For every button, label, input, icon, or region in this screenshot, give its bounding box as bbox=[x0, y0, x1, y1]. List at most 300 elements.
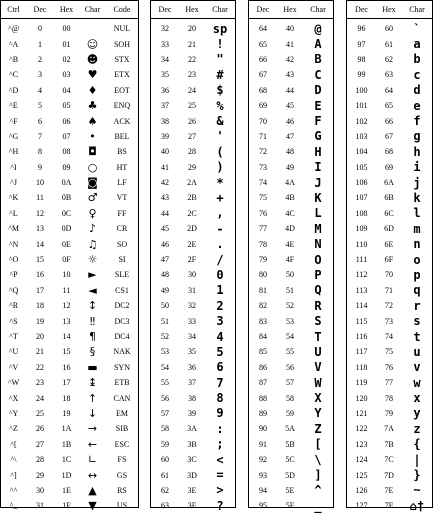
char-cell: C bbox=[314, 67, 322, 82]
dec-header: Dec bbox=[347, 1, 376, 19]
table-row bbox=[249, 344, 333, 359]
table-row bbox=[249, 329, 333, 344]
table-row bbox=[347, 52, 432, 67]
table-row bbox=[249, 252, 333, 267]
dec-cell: 11 bbox=[36, 193, 44, 203]
dec-cell: 125 bbox=[355, 470, 368, 480]
table-row bbox=[249, 267, 333, 282]
hex-cell: 10 bbox=[62, 270, 71, 280]
hex-cell: 7A bbox=[384, 424, 394, 434]
table-row bbox=[151, 160, 235, 175]
ctrl-cell: ^O bbox=[8, 255, 19, 265]
table-row bbox=[249, 160, 333, 175]
table-row bbox=[151, 113, 235, 128]
char-cell: ¶ bbox=[89, 330, 96, 343]
char-cell: ( bbox=[216, 144, 224, 159]
char-cell: ← bbox=[87, 437, 98, 451]
hex-cell: 4D bbox=[285, 224, 295, 234]
table-row bbox=[1, 206, 138, 221]
code-cell: SLE bbox=[114, 270, 130, 280]
dec-cell: 103 bbox=[355, 131, 368, 141]
table-row bbox=[249, 467, 333, 482]
dec-cell: 48 bbox=[161, 270, 169, 280]
table-row bbox=[249, 206, 333, 221]
ctrl-cell: ^R bbox=[8, 301, 19, 311]
dec-cell: 74 bbox=[259, 178, 267, 188]
code-cell: STX bbox=[114, 54, 130, 64]
hex-cell: 15 bbox=[62, 347, 71, 357]
dec-cell: 47 bbox=[161, 255, 169, 265]
table-row bbox=[347, 252, 432, 267]
char-cell: ` bbox=[413, 21, 421, 36]
table-row bbox=[1, 98, 138, 113]
lowercase-rows bbox=[347, 19, 432, 514]
dec-cell: 36 bbox=[161, 85, 169, 95]
hex-cell: 27 bbox=[188, 131, 196, 141]
hex-cell: 07 bbox=[62, 131, 71, 141]
table-row bbox=[249, 236, 333, 251]
char-cell: ↓ bbox=[87, 406, 98, 420]
table-row bbox=[249, 221, 333, 236]
hex-cell: 21 bbox=[188, 39, 196, 49]
table-row bbox=[1, 113, 138, 128]
table-row bbox=[1, 329, 138, 344]
table-row bbox=[1, 36, 138, 51]
hex-header: Hex bbox=[277, 1, 303, 19]
dec-cell: 9 bbox=[38, 162, 42, 172]
char-cell: ‼ bbox=[89, 314, 96, 328]
table-row bbox=[347, 160, 432, 175]
char-cell: ♀ bbox=[88, 206, 97, 220]
char-cell: c bbox=[413, 67, 421, 82]
table-row bbox=[151, 437, 235, 452]
table-row bbox=[1, 144, 138, 159]
hex-cell: 6F bbox=[384, 255, 394, 265]
dec-cell: 122 bbox=[355, 424, 368, 434]
ctrl-cell: ^Z bbox=[9, 424, 18, 434]
hex-cell: 11 bbox=[62, 285, 71, 295]
char-cell: * bbox=[216, 175, 224, 190]
code-cell: ENQ bbox=[113, 101, 131, 111]
code-header: Code bbox=[106, 1, 138, 19]
code-cell: EM bbox=[116, 408, 128, 418]
char-cell: H bbox=[314, 144, 322, 159]
dec-cell: 83 bbox=[259, 316, 267, 326]
char-cell: . bbox=[216, 237, 224, 252]
char-cell: x bbox=[413, 391, 421, 406]
table-row bbox=[1, 421, 138, 436]
char-cell: ♂ bbox=[87, 191, 98, 205]
dec-cell: 59 bbox=[161, 439, 169, 449]
dec-cell: 115 bbox=[355, 316, 368, 326]
char-header: Char bbox=[205, 1, 235, 19]
code-cell: NUL bbox=[113, 24, 131, 34]
table-row bbox=[347, 190, 432, 205]
ctrl-cell: ^Q bbox=[8, 285, 19, 295]
hex-cell: 73 bbox=[385, 316, 393, 326]
punctuation-digits-rows bbox=[151, 19, 235, 514]
lowercase-table bbox=[347, 1, 432, 514]
table-row bbox=[249, 190, 333, 205]
table-row bbox=[347, 406, 432, 421]
dec-cell: 55 bbox=[161, 378, 169, 388]
dec-cell: 8 bbox=[38, 147, 42, 157]
char-cell: ' bbox=[216, 129, 224, 144]
hex-cell: 53 bbox=[286, 316, 294, 326]
dec-cell: 79 bbox=[259, 255, 267, 265]
table-row bbox=[1, 483, 138, 498]
hex-cell: 7E bbox=[384, 485, 394, 495]
punctuation-digits-table bbox=[151, 1, 235, 514]
char-cell: y bbox=[413, 406, 421, 421]
char-cell: ∟ bbox=[87, 453, 98, 467]
char-cell: J bbox=[314, 175, 322, 190]
hex-cell: 78 bbox=[385, 393, 393, 403]
ctrl-cell: ^_ bbox=[9, 501, 18, 511]
table-row bbox=[1, 67, 138, 82]
char-cell: ► bbox=[88, 268, 97, 282]
table-row bbox=[151, 313, 235, 328]
ctrl-cell: ^@ bbox=[7, 24, 20, 34]
char-cell: > bbox=[216, 483, 224, 498]
hex-cell: 52 bbox=[286, 301, 294, 311]
char-cell: • bbox=[89, 129, 96, 143]
hex-cell: 25 bbox=[188, 101, 196, 111]
hex-cell: 18 bbox=[62, 393, 71, 403]
hex-cell: 6D bbox=[384, 224, 394, 234]
char-cell: n bbox=[413, 237, 421, 252]
char-cell: § bbox=[89, 345, 96, 359]
char-cell: ; bbox=[216, 437, 224, 452]
table-row bbox=[249, 421, 333, 436]
char-cell: p bbox=[413, 267, 421, 282]
hex-cell: 2A bbox=[187, 178, 197, 188]
hex-cell: 33 bbox=[188, 316, 196, 326]
hex-cell: 5B bbox=[285, 439, 295, 449]
dec-cell: 56 bbox=[161, 393, 169, 403]
table-row bbox=[347, 19, 432, 37]
char-cell: { bbox=[413, 437, 421, 452]
char-cell: e bbox=[413, 98, 421, 113]
table-row bbox=[1, 19, 138, 37]
hex-cell: 0D bbox=[61, 224, 72, 234]
hex-cell: 06 bbox=[62, 116, 71, 126]
table-row bbox=[151, 483, 235, 498]
table-row bbox=[1, 160, 138, 175]
dec-cell: 101 bbox=[355, 101, 368, 111]
char-cell: ♠ bbox=[87, 114, 98, 128]
hex-cell: 19 bbox=[62, 408, 71, 418]
ctrl-cell: ^B bbox=[8, 54, 19, 64]
hex-cell: 59 bbox=[286, 408, 294, 418]
table-row bbox=[249, 19, 333, 37]
dec-cell: 44 bbox=[161, 208, 169, 218]
dec-cell: 76 bbox=[259, 208, 267, 218]
dec-cell: 40 bbox=[161, 147, 169, 157]
char-cell: u bbox=[413, 344, 421, 359]
char-cell: X bbox=[314, 391, 322, 406]
hex-cell: 05 bbox=[62, 101, 71, 111]
dec-cell: 104 bbox=[355, 147, 368, 157]
dec-cell: 34 bbox=[161, 54, 169, 64]
char-cell: Z bbox=[314, 421, 322, 436]
hex-cell: 71 bbox=[385, 285, 393, 295]
char-cell: ♪ bbox=[88, 222, 97, 236]
hex-cell: 75 bbox=[385, 347, 393, 357]
table-row bbox=[1, 129, 138, 144]
table-row bbox=[347, 437, 432, 452]
char-cell: ♥ bbox=[87, 68, 98, 82]
code-cell: BS bbox=[117, 147, 127, 157]
dec-cell: 2 bbox=[38, 54, 42, 64]
code-cell: EOT bbox=[114, 85, 130, 95]
table-row bbox=[347, 498, 432, 513]
hex-cell: 79 bbox=[385, 408, 393, 418]
hex-header: Hex bbox=[179, 1, 205, 19]
table-row bbox=[249, 498, 333, 513]
char-cell: b bbox=[413, 52, 421, 67]
code-cell: CAN bbox=[113, 393, 131, 403]
char-cell: k bbox=[413, 190, 421, 205]
table-row bbox=[151, 129, 235, 144]
table-row bbox=[1, 221, 138, 236]
table-row bbox=[347, 206, 432, 221]
dec-cell: 42 bbox=[161, 178, 169, 188]
hex-cell: 1B bbox=[61, 439, 72, 449]
char-cell: B bbox=[314, 52, 322, 67]
table-row bbox=[347, 113, 432, 128]
char-cell: " bbox=[216, 52, 224, 67]
char-cell: @ bbox=[314, 21, 322, 36]
hex-cell: 72 bbox=[385, 301, 393, 311]
hex-cell: 1C bbox=[61, 455, 72, 465]
hex-cell: 68 bbox=[385, 147, 393, 157]
table-row bbox=[249, 113, 333, 128]
hex-cell: 5C bbox=[285, 455, 295, 465]
hex-cell: 49 bbox=[286, 162, 294, 172]
dec-cell: 37 bbox=[161, 101, 169, 111]
char-cell: 1 bbox=[216, 283, 224, 298]
hex-cell: 0A bbox=[61, 178, 72, 188]
table-row bbox=[249, 390, 333, 405]
hex-cell: 5E bbox=[285, 485, 295, 495]
hex-cell: 7C bbox=[384, 455, 394, 465]
dec-cell: 39 bbox=[161, 131, 169, 141]
hex-cell: 1E bbox=[62, 485, 71, 495]
table-row bbox=[347, 175, 432, 190]
dec-cell: 30 bbox=[36, 485, 44, 495]
char-cell: a bbox=[413, 37, 421, 52]
dec-cell: 84 bbox=[259, 332, 267, 341]
table-row bbox=[151, 67, 235, 82]
dec-cell: 17 bbox=[36, 285, 44, 295]
dec-cell: 27 bbox=[36, 439, 44, 449]
hex-cell: 5A bbox=[285, 424, 295, 434]
dec-cell: 96 bbox=[357, 24, 366, 34]
char-cell: q bbox=[413, 283, 421, 298]
dec-cell: 75 bbox=[259, 193, 267, 203]
ctrl-cell: ^M bbox=[8, 224, 19, 234]
dec-cell: 32 bbox=[161, 24, 169, 34]
char-cell bbox=[79, 19, 106, 37]
hex-cell: 7B bbox=[384, 439, 394, 449]
char-cell: : bbox=[216, 421, 224, 436]
table-row bbox=[347, 83, 432, 98]
dec-cell: 69 bbox=[259, 101, 267, 111]
hex-cell: 23 bbox=[188, 70, 196, 80]
table-row bbox=[347, 421, 432, 436]
char-cell: z bbox=[413, 421, 421, 436]
char-cell: l bbox=[413, 206, 421, 221]
dec-cell: 92 bbox=[259, 455, 267, 465]
hex-cell: 58 bbox=[286, 393, 294, 403]
uppercase-table bbox=[249, 1, 333, 514]
code-cell: ETX bbox=[114, 70, 130, 80]
dec-cell: 94 bbox=[259, 485, 267, 495]
table-row bbox=[347, 283, 432, 298]
hex-cell: 4C bbox=[285, 208, 295, 218]
char-cell: + bbox=[216, 190, 224, 205]
char-cell: ↨ bbox=[87, 376, 98, 390]
char-cell: ◄ bbox=[88, 283, 97, 297]
hex-cell: 77 bbox=[385, 378, 393, 388]
ctrl-cell: ^C bbox=[8, 70, 19, 80]
dec-cell: 86 bbox=[259, 362, 267, 372]
ctrl-cell: ^A bbox=[8, 39, 19, 49]
table-row bbox=[1, 360, 138, 375]
control-codes-table bbox=[1, 1, 138, 514]
table-row bbox=[151, 406, 235, 421]
table-row bbox=[249, 36, 333, 51]
hex-cell: 6C bbox=[384, 208, 394, 218]
table-row bbox=[151, 52, 235, 67]
hex-cell: 45 bbox=[286, 101, 294, 111]
table-row bbox=[1, 298, 138, 313]
table-row bbox=[249, 360, 333, 375]
ctrl-cell: ^[ bbox=[10, 439, 17, 449]
code-cell: ETB bbox=[114, 378, 130, 388]
table-row bbox=[151, 298, 235, 313]
dec-cell: 7 bbox=[38, 131, 42, 141]
table-row bbox=[249, 437, 333, 452]
char-cell: 9 bbox=[216, 406, 224, 421]
code-cell: VT bbox=[116, 193, 128, 203]
dec-cell: 91 bbox=[259, 439, 267, 449]
table-row bbox=[249, 313, 333, 328]
char-cell: _ bbox=[314, 498, 322, 513]
char-cell: ↕ bbox=[87, 299, 98, 313]
char-cell: E bbox=[314, 98, 322, 113]
char-cell: 3 bbox=[216, 314, 224, 329]
table-row bbox=[347, 329, 432, 344]
table-row bbox=[1, 344, 138, 359]
ctrl-cell: ^T bbox=[9, 332, 18, 341]
char-cell: → bbox=[87, 422, 98, 436]
hex-cell: 44 bbox=[286, 85, 294, 95]
dec-cell: 81 bbox=[259, 285, 267, 295]
table-row bbox=[1, 313, 138, 328]
ctrl-header: Ctrl bbox=[1, 1, 26, 19]
ctrl-cell: ^S bbox=[9, 316, 18, 326]
char-cell: S bbox=[314, 314, 322, 329]
char-cell: v bbox=[413, 360, 421, 375]
table-row bbox=[347, 483, 432, 498]
hex-cell: 0B bbox=[61, 193, 72, 203]
header-row bbox=[347, 1, 432, 19]
table-row bbox=[249, 298, 333, 313]
hex-cell: 2F bbox=[187, 255, 197, 265]
char-cell: 6 bbox=[216, 360, 224, 375]
hex-cell: 34 bbox=[188, 332, 196, 341]
table-row bbox=[347, 36, 432, 51]
hex-cell: 56 bbox=[286, 362, 294, 372]
hex-cell: 60 bbox=[385, 24, 393, 34]
hex-cell: 0F bbox=[62, 255, 71, 265]
hex-cell: 16 bbox=[62, 362, 71, 372]
table-row bbox=[151, 175, 235, 190]
dec-cell: 73 bbox=[259, 162, 267, 172]
table-row bbox=[249, 83, 333, 98]
dec-cell: 4 bbox=[38, 85, 42, 95]
table-row bbox=[1, 498, 138, 513]
char-cell: 8 bbox=[216, 391, 224, 406]
dec-cell: 14 bbox=[36, 239, 44, 249]
table-row bbox=[347, 144, 432, 159]
hex-cell: 4F bbox=[285, 255, 295, 265]
dec-cell: 20 bbox=[36, 332, 44, 341]
table-row bbox=[1, 83, 138, 98]
code-cell: DC3 bbox=[114, 316, 130, 326]
hex-header: Hex bbox=[54, 1, 79, 19]
char-cell: g bbox=[413, 129, 421, 144]
ctrl-cell: ^I bbox=[10, 162, 17, 172]
dec-cell: 19 bbox=[36, 316, 44, 326]
hex-cell: 6A bbox=[384, 178, 394, 188]
hex-cell: 20 bbox=[188, 24, 196, 34]
hex-cell: 2E bbox=[187, 239, 197, 249]
char-cell: ⌂† bbox=[409, 498, 425, 513]
dec-cell: 35 bbox=[161, 70, 169, 80]
table-row bbox=[347, 98, 432, 113]
code-cell: ESC bbox=[114, 439, 130, 449]
dec-cell: 38 bbox=[161, 116, 169, 126]
hex-cell: 1D bbox=[61, 470, 72, 480]
hex-cell: 3E bbox=[187, 485, 197, 495]
table-row bbox=[1, 452, 138, 467]
table-row bbox=[347, 236, 432, 251]
dec-cell: 71 bbox=[259, 131, 267, 141]
ctrl-cell: ^H bbox=[8, 147, 19, 157]
code-cell: ACK bbox=[113, 116, 131, 126]
dec-cell: 45 bbox=[161, 224, 169, 234]
char-header: Char bbox=[303, 1, 333, 19]
dec-cell: 98 bbox=[357, 54, 366, 64]
table-row bbox=[1, 467, 138, 482]
char-cell: ) bbox=[216, 160, 224, 175]
hex-cell: 5F bbox=[285, 501, 295, 511]
hex-cell: 70 bbox=[385, 270, 393, 280]
code-cell: SO bbox=[116, 239, 128, 249]
hex-cell: 00 bbox=[62, 24, 71, 34]
table-row bbox=[151, 236, 235, 251]
char-cell: ▬ bbox=[87, 360, 98, 374]
dec-cell: 31 bbox=[36, 501, 44, 511]
dec-cell: 90 bbox=[259, 424, 267, 434]
hex-cell: 66 bbox=[385, 116, 393, 126]
dec-header: Dec bbox=[26, 1, 54, 19]
char-cell: ♫ bbox=[87, 237, 98, 251]
hex-cell: 24 bbox=[188, 85, 196, 95]
